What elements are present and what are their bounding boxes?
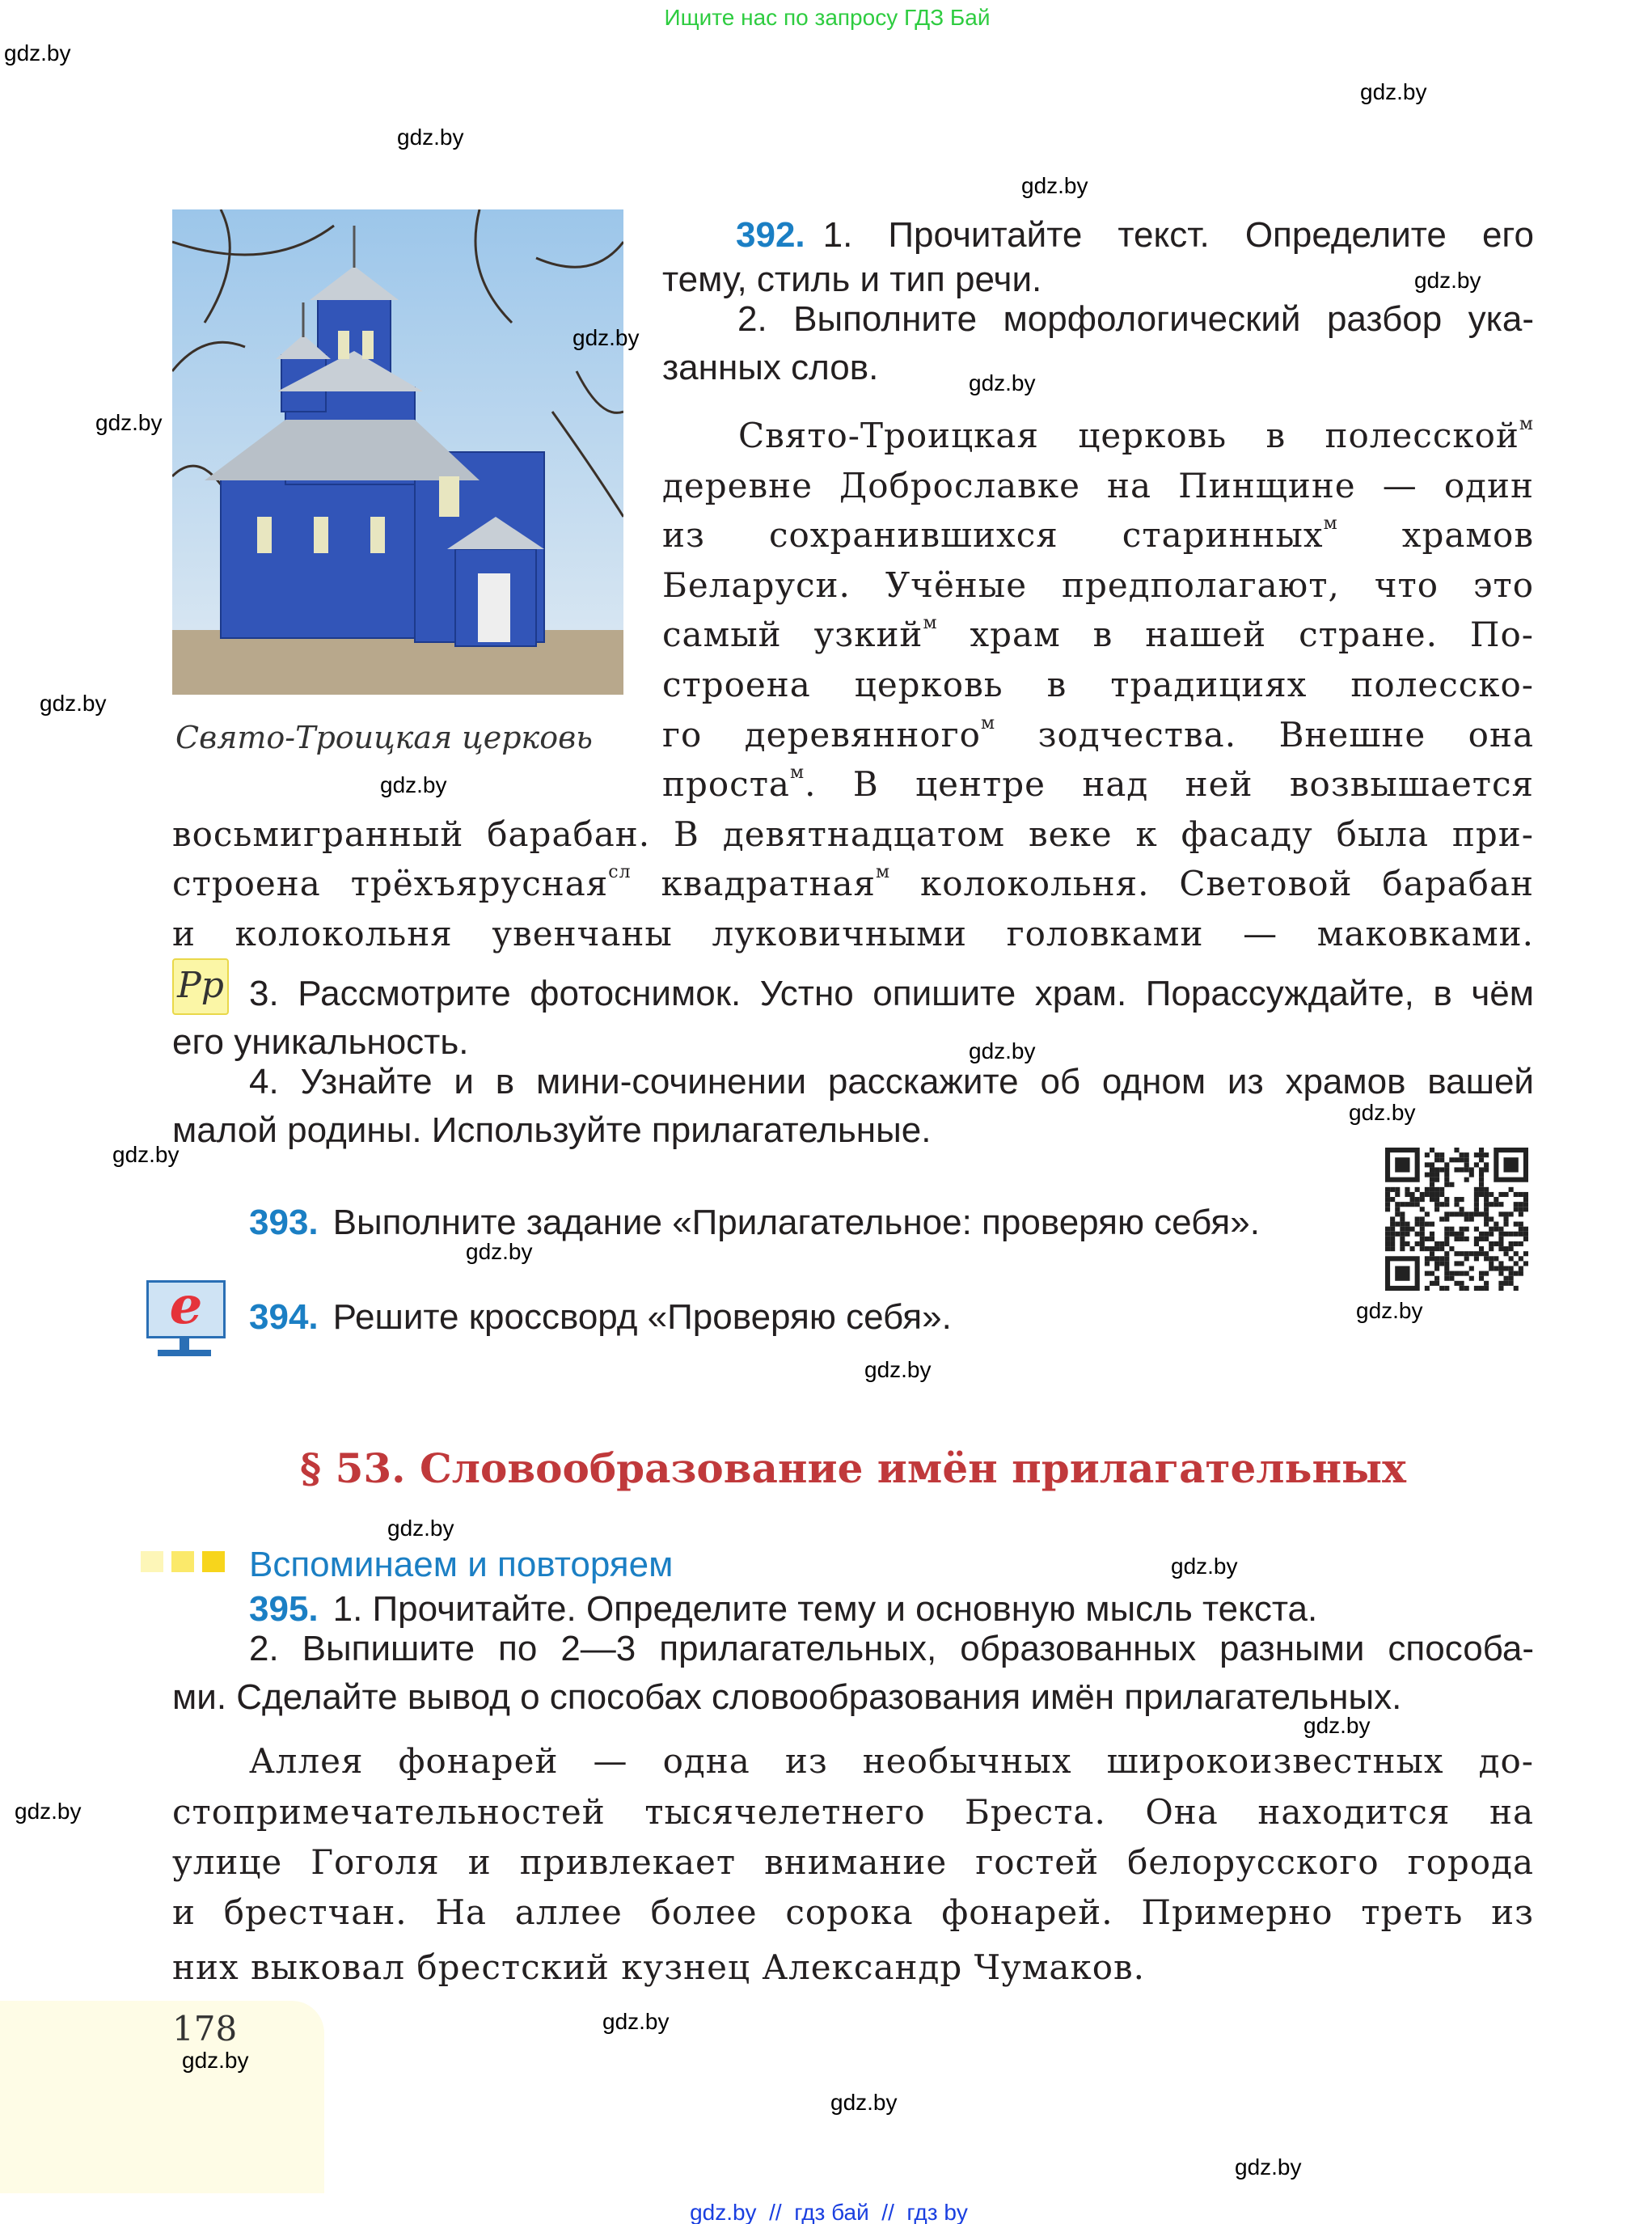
header-banner[interactable]: Ищите нас по запросу ГДЗ Бай: [664, 5, 991, 30]
task4-line: малой родины. Используйте прилагательные.: [172, 1110, 932, 1150]
text-segment: храм в нашей стране. По-: [937, 615, 1534, 654]
text-segment: го деревянного: [662, 715, 981, 755]
watermark: gdz.by: [969, 1038, 1036, 1063]
text-segment: строена церковь в традициях полесско-: [662, 665, 1534, 704]
task3-line: 3. Рассмотрите фотоснимок. Устно опишите храм. Порассуждайте, в чём: [249, 974, 1534, 1013]
text-segment: Свято-Троицкая церковь в полесской: [738, 416, 1519, 455]
watermark: gdz.by: [1235, 2154, 1302, 2180]
stress-mark: м: [1519, 414, 1534, 434]
exercise-number: 393.: [249, 1203, 319, 1242]
text-line: [738, 414, 1534, 458]
ex392-line: занных слов.: [662, 348, 879, 387]
watermark: gdz.by: [387, 1516, 454, 1541]
exercise-number: 392.: [736, 215, 805, 255]
text-segment: из сохранившихся старинных: [662, 515, 1324, 555]
watermark: gdz.by: [1356, 1298, 1423, 1323]
task-text: 1. Прочитайте текст. Определите его: [822, 215, 1534, 255]
photo-caption: Свято-Троицкая церковь: [175, 720, 593, 755]
watermark: gdz.by: [40, 691, 107, 716]
ex392-line: 2. Выполните морфологический разбор ука-: [737, 299, 1534, 339]
watermark: gdz.by: [602, 2009, 670, 2034]
watermark: gdz.by: [466, 1239, 533, 1264]
ex393: [249, 1197, 1260, 1241]
page-corner: [0, 2001, 324, 2193]
watermark: gdz.by: [397, 125, 464, 150]
text-line: [172, 813, 1534, 856]
stress-mark: м: [923, 613, 938, 633]
text-line: и брестчан. На аллее более сорока фонарей. Примерно треть из: [172, 1892, 1534, 1932]
watermark: gdz.by: [1303, 1713, 1371, 1738]
text-segment: храмов: [1337, 515, 1534, 555]
watermark: gdz.by: [15, 1799, 82, 1824]
text-line: [662, 763, 1534, 806]
text-line: них выковал брестский кузнец Александр Чумаков.: [172, 1947, 1145, 1987]
task4-line: 4. Узнайте и в мини-сочинении расскажите об одном из храмов вашей: [249, 1062, 1534, 1101]
text-line: [662, 663, 1534, 707]
watermark: gdz.by: [830, 2090, 898, 2115]
text-line: стопримечательностей тысячелетнего Бреста. Она находится на: [172, 1792, 1534, 1832]
text-line: [662, 464, 1534, 508]
text-segment: самый узкий: [662, 615, 923, 654]
church-photo: [172, 209, 623, 695]
exercise-number: 395.: [249, 1589, 319, 1629]
text-segment: деревне Доброславке на Пинщине — один: [662, 466, 1534, 505]
text-line: [662, 713, 1534, 757]
text-line: [172, 862, 1534, 906]
text-segment: квадратная: [631, 864, 876, 903]
text-segment: . В центре над ней возвышается: [805, 764, 1534, 804]
stress-mark: м: [1323, 514, 1338, 534]
text-line: улице Гоголя и привлекает внимание гостей белорусского города: [172, 1842, 1534, 1882]
ex394: [249, 1292, 952, 1335]
text-segment: колокольня. Световой барабан: [890, 864, 1534, 903]
ex395-line: 2. Выпишите по 2—3 прилагательных, образованных разными способа-: [249, 1629, 1534, 1668]
stress-mark: м: [876, 862, 891, 882]
stress-mark: м: [980, 713, 996, 734]
watermark: gdz.by: [1349, 1100, 1416, 1125]
text-segment: восьмигранный барабан. В девятнадцатом веке к фасаду была при-: [172, 814, 1534, 854]
exercise-number: 394.: [249, 1297, 319, 1337]
text-line: [172, 912, 1534, 956]
qr-code[interactable]: [1385, 1148, 1528, 1291]
text-line: [662, 514, 1534, 557]
watermark: gdz.by: [182, 2048, 249, 2073]
watermark: gdz.by: [1414, 268, 1481, 293]
watermark: gdz.by: [1360, 79, 1427, 104]
watermark: gdz.by: [380, 772, 447, 797]
text-segment: строена трёхъярусная: [172, 864, 609, 903]
watermark: gdz.by: [572, 325, 640, 350]
text-segment: проста: [662, 764, 790, 804]
e-letter: e: [169, 1275, 203, 1336]
text-line: [662, 613, 1534, 657]
stress-mark: м: [789, 763, 805, 783]
ex392-line: тему, стиль и тип речи.: [662, 260, 1042, 299]
text-segment: и колокольня увенчаны луковичными головками — маковками.: [172, 914, 1534, 953]
watermark: gdz.by: [95, 410, 163, 435]
section-marker-squares: [141, 1551, 225, 1572]
footer-banner[interactable]: gdz.by // гдз бай // гдз by: [690, 2200, 968, 2224]
text-line: [662, 564, 1534, 607]
task-text: Решите кроссворд «Проверяю себя».: [332, 1297, 952, 1337]
task-text: 1. Прочитайте. Определите тему и основную мысль текста.: [332, 1589, 1318, 1629]
speech-development-icon: Pp: [172, 958, 229, 1015]
task-text: Выполните задание «Прилагательное: проверяю себя».: [332, 1203, 1260, 1242]
section-title: § 53. Словообразование имён прилагательных: [300, 1444, 1406, 1492]
page-number: 178: [172, 2009, 238, 2049]
electronic-resource-icon[interactable]: [146, 1275, 223, 1357]
watermark: gdz.by: [1171, 1554, 1238, 1579]
watermark: gdz.by: [112, 1142, 180, 1167]
text-segment: Беларуси. Учёные предполагают, что это: [662, 565, 1534, 605]
ex395-line: ми. Сделайте вывод о способах словообразования имён прилагательных.: [172, 1677, 1402, 1717]
text-line: Аллея фонарей — одна из необычных широкоизвестных до-: [249, 1741, 1534, 1781]
ex392-line: [736, 209, 1534, 253]
stress-mark: сл: [608, 862, 632, 882]
watermark: gdz.by: [4, 40, 71, 66]
text-segment: зодчества. Внешне она: [995, 715, 1535, 755]
ex395-line: [249, 1583, 1317, 1627]
task3-line: его уникальность.: [172, 1022, 469, 1062]
watermark: gdz.by: [864, 1357, 932, 1382]
watermark: gdz.by: [1021, 173, 1088, 198]
section-subtitle: Вспоминаем и повторяем: [249, 1545, 674, 1584]
watermark: gdz.by: [969, 370, 1036, 395]
